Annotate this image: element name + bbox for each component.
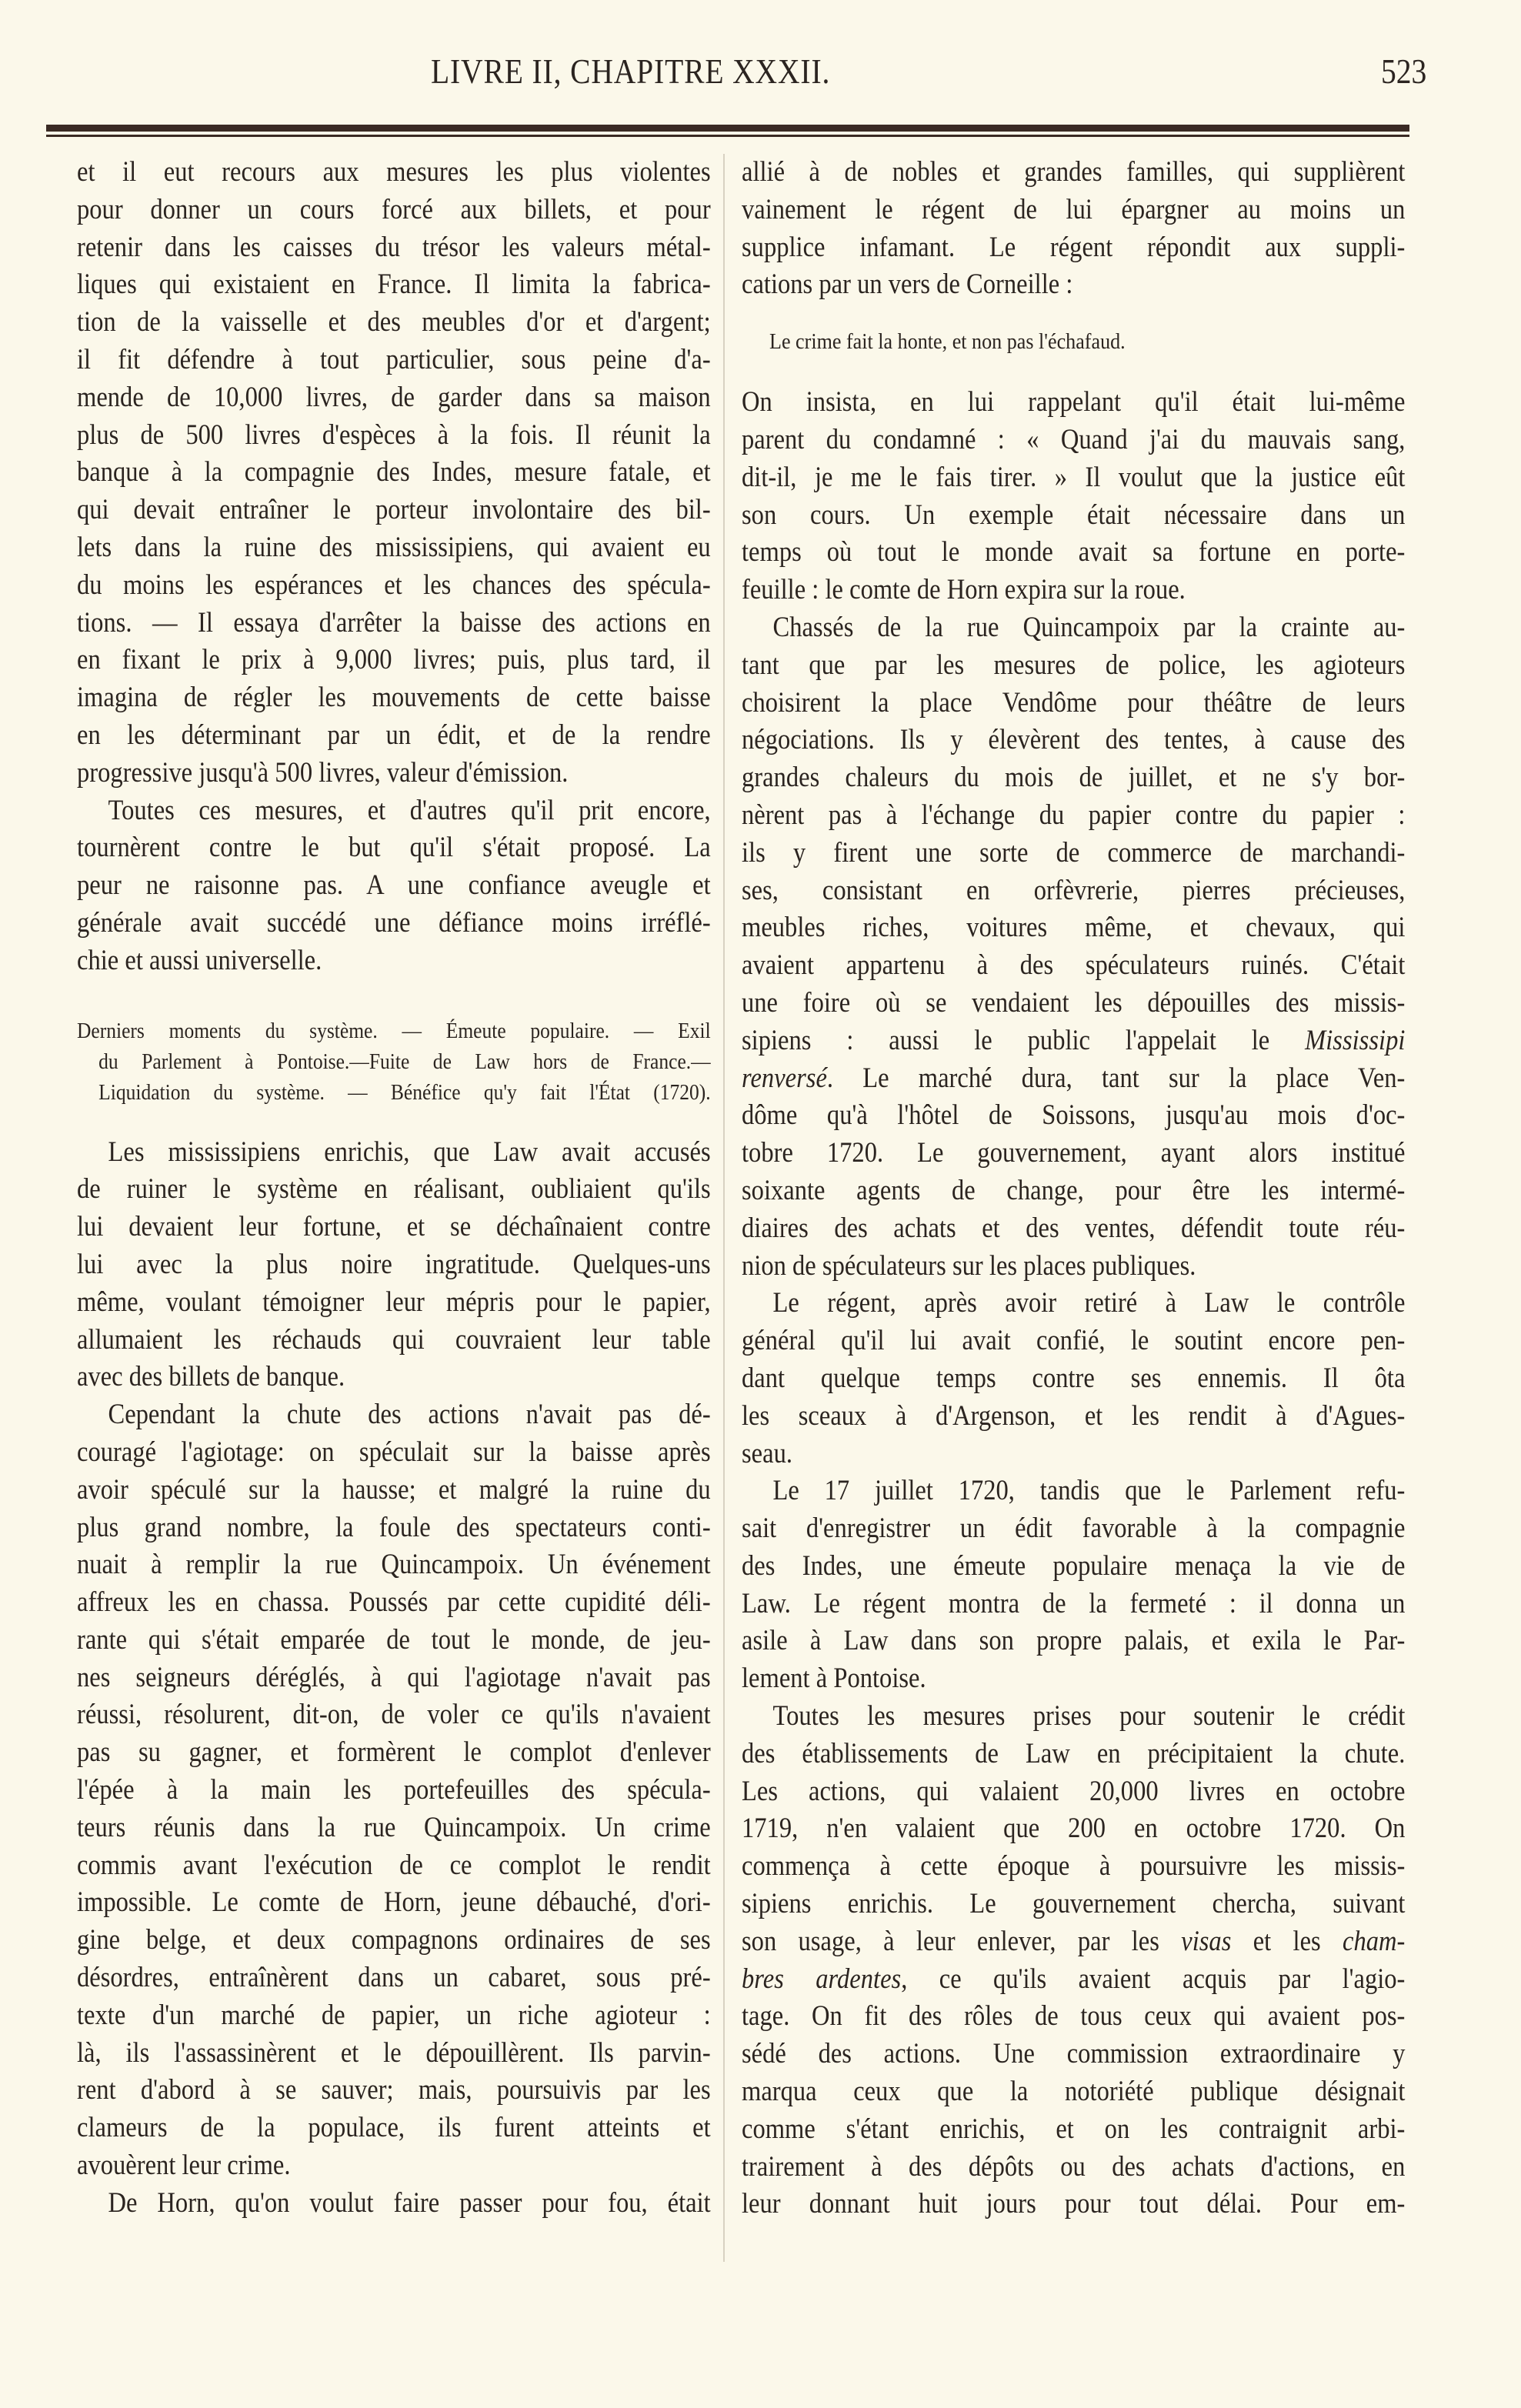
text-line: commença à cette époque à poursuivre les missis-	[742, 1850, 1406, 1883]
text-line: grandes chaleurs du mois de juillet, et ne s'y bor-	[742, 762, 1406, 794]
text-line: des Indes, une émeute populaire menaça la vie de	[742, 1549, 1406, 1582]
text-line: cations par un vers de Corneille :	[742, 268, 1073, 301]
text-line: tion de la vaisselle et des meubles d'or et d'argent;	[77, 306, 711, 339]
text-line: Les mississipiens enrichis, que Law avait accusés	[108, 1136, 711, 1168]
text-line: banque à la compagnie des Indes, mesure fatale, et	[77, 456, 711, 489]
text-line: sait d'enregistrer un édit favorable à la compagnie	[742, 1513, 1406, 1545]
text-line: plus de 500 livres d'espèces à la fois. Il réunit la	[77, 419, 711, 451]
text-line: leur donnant huit jours pour tout délai. Pour em-	[742, 2188, 1406, 2220]
paragraph	[77, 1396, 711, 2185]
text-line: en fixant le prix à 9,000 livres; puis, plus tard, il	[77, 644, 711, 676]
text-line: allié à de nobles et grandes familles, qui supplièrent	[742, 156, 1406, 188]
text-line: lement à Pontoise.	[742, 1663, 926, 1695]
text-line	[742, 1060, 1405, 1098]
text-line: comme s'étant enrichis, et on les contraignit arbi-	[742, 2113, 1406, 2145]
text-line: avouèrent leur crime.	[77, 2150, 291, 2182]
chapter-summary	[77, 1016, 711, 1108]
running-title: LIVRE II, CHAPITRE XXXII.	[431, 52, 831, 91]
text-segment: , ce qu'ils avaient acquis par l'agio-	[901, 1963, 1406, 1995]
text-line: dant quelque temps contre ses ennemis. Il ôta	[742, 1362, 1406, 1394]
text-line: l'épée à la main les portefeuilles des spécula-	[77, 1774, 711, 1806]
paragraph	[742, 1285, 1405, 1472]
text-line: tions. — Il essaya d'arrêter la baisse des actions en	[77, 606, 711, 639]
text-line: lui devaient leur fortune, et se déchaînaient contre	[77, 1211, 711, 1243]
italic-text: bres ardentes	[742, 1963, 902, 1995]
text-line: meubles riches, voitures même, et chevaux, qui	[742, 912, 1406, 944]
text-line: les sceaux à d'Argenson, et les rendit à d'Agues-	[742, 1399, 1406, 1432]
column-divider	[723, 154, 725, 2262]
paragraph	[77, 2185, 711, 2223]
text-line: nuait à remplir la rue Quincampoix. Un événement	[77, 1549, 711, 1581]
text-line: là, ils l'assassinèrent et le dépouillèrent. Ils parvin-	[77, 2036, 711, 2069]
italic-text: cham-	[1343, 1925, 1406, 1957]
text-line: rent d'abord à se sauver; mais, poursuivis par les	[77, 2074, 711, 2106]
text-line: plus grand nombre, la foule des spectateurs conti-	[77, 1511, 711, 1543]
text-line	[742, 1961, 1405, 1999]
rule-thick	[46, 125, 1409, 132]
text-line: Les actions, qui valaient 20,000 livres en octobre	[742, 1775, 1406, 1807]
text-line: De Horn, qu'on voulut faire passer pour fou, était	[108, 2186, 711, 2219]
text-line: progressive jusqu'à 500 livres, valeur d'émission.	[77, 756, 569, 789]
text-line: nion de spéculateurs sur les places publiques.	[742, 1249, 1196, 1282]
text-line: réussi, résolurent, dit-on, de voler ce qu'ils n'avaient	[77, 1699, 711, 1731]
text-line: impossible. Le comte de Horn, jeune débauché, d'ori-	[77, 1886, 711, 1919]
text-line: général qu'il lui avait confié, le soutint encore pen-	[742, 1325, 1406, 1357]
text-segment: . Le marché dura, tant sur la place Ven-	[826, 1062, 1406, 1094]
text-line: nes seigneurs déréglés, à qui l'agiotage n'avait pas	[77, 1661, 711, 1693]
text-segment: son usage, à leur enlever, par les	[742, 1925, 1182, 1957]
paragraph	[742, 384, 1405, 609]
text-line: sédé des actions. Une commission extraordinaire y	[742, 2038, 1406, 2070]
text-line: avec des billets de banque.	[77, 1361, 345, 1393]
text-line: et il eut recours aux mesures les plus violentes	[77, 156, 711, 188]
text-line: tournèrent contre le but qu'il s'était proposé. La	[77, 832, 711, 864]
text-line: marqua ceux que la notoriété publique désignait	[742, 2076, 1406, 2108]
text-line: sipiens enrichis. Le gouvernement chercha, suivant	[742, 1888, 1406, 1920]
text-line: seau.	[742, 1437, 792, 1469]
paragraph	[77, 154, 711, 792]
paragraph	[742, 154, 1405, 304]
right-column	[742, 154, 1405, 2223]
paragraph	[77, 792, 711, 980]
text-line: supplice infamant. Le régent répondit aux suppli-	[742, 231, 1406, 263]
header-double-rule	[46, 125, 1409, 137]
text-line: qui devait entraîner le porteur involontaire des bil-	[77, 494, 711, 526]
summary-line: Derniers moments du système. — Émeute populaire. — Exil	[77, 1018, 711, 1043]
text-line: ses, consistant en orfèvrerie, pierres précieuses,	[742, 874, 1406, 906]
text-line: soixante agents de change, pour être les intermé-	[742, 1174, 1406, 1206]
left-column	[77, 154, 711, 2223]
text-line: générale avait succédé une défiance moins irréflé-	[77, 906, 711, 939]
text-line: lui avec la plus noire ingratitude. Quelques-uns	[77, 1248, 711, 1280]
text-line: On insista, en lui rappelant qu'il était lui-même	[742, 386, 1406, 419]
paragraph	[742, 609, 1405, 1285]
italic-text: renversé	[742, 1062, 827, 1094]
paragraph	[77, 1134, 711, 1397]
text-line: pas su gagner, et formèrent le complot d'enlever	[77, 1736, 711, 1769]
text-line: même, voulant témoigner leur mépris pour le papier,	[77, 1286, 711, 1318]
text-line: trairement à des dépôts ou des achats d'actions, en	[742, 2150, 1406, 2183]
text-line: avoir spéculé sur la hausse; et malgré la ruine du	[77, 1473, 711, 1506]
text-line: teurs réunis dans la rue Quincampoix. Un crime	[77, 1811, 711, 1843]
text-line: négociations. Ils y élevèrent des tentes, à cause des	[742, 724, 1406, 756]
text-line: dit-il, je me le fais tirer. » Il voulut que la justice eût	[742, 461, 1406, 493]
text-line: tobre 1720. Le gouvernement, ayant alors institué	[742, 1137, 1406, 1169]
text-line: asile à Law dans son propre palais, et exila le Par-	[742, 1625, 1406, 1657]
text-line: Cependant la chute des actions n'avait pas dé-	[108, 1399, 711, 1431]
text-line: liques qui existaient en France. Il limita la fabrica-	[77, 268, 711, 301]
text-line: texte d'un marché de papier, un riche agioteur :	[77, 1999, 711, 2031]
text-line	[742, 1022, 1405, 1060]
summary-line: Liquidation du système. — Bénéfice qu'y fait l'État (1720).	[98, 1079, 711, 1105]
running-header	[0, 51, 1521, 97]
text-line: chie et aussi universelle.	[77, 944, 322, 976]
text-line: peur ne raisonne pas. A une confiance aveugle et	[77, 869, 711, 902]
text-line: Le 17 juillet 1720, tandis que le Parlement refu-	[772, 1475, 1406, 1507]
text-line: son cours. Un exemple était nécessaire dans un	[742, 499, 1406, 531]
paragraph	[742, 1472, 1405, 1698]
text-line: ils y firent une sorte de commerce de marchandi-	[742, 836, 1406, 869]
text-line: tant que par les mesures de police, les agioteurs	[742, 649, 1406, 681]
verse-quote: Le crime fait la honte, et non pas l'échafaud.	[769, 329, 1126, 355]
italic-text: Mississipi	[1305, 1024, 1406, 1056]
text-line: mende de 10,000 livres, de garder dans sa maison	[77, 381, 711, 413]
text-line: 1719, n'en valaient que 200 en octobre 1720. On	[742, 1813, 1406, 1845]
text-line: nèrent pas à l'échange du papier contre du papier :	[742, 799, 1406, 831]
text-line: diaires des achats et des ventes, défendit toute réu-	[742, 1212, 1406, 1244]
text-line: une foire où se vendaient les dépouilles des missis-	[742, 986, 1406, 1019]
text-line: imagina de régler les mouvements de cette baisse	[77, 682, 711, 714]
text-line: rante qui s'était emparée de tout le monde, de jeu-	[77, 1623, 711, 1656]
italic-text: visas	[1181, 1925, 1232, 1957]
text-line: lets dans la ruine des mississipiens, qui avaient eu	[77, 531, 711, 563]
text-line: vainement le régent de lui épargner au moins un	[742, 193, 1406, 225]
text-line: gine belge, et deux compagnons ordinaires de ses	[77, 1924, 711, 1956]
text-line: affreux les en chassa. Poussés par cette cupidité déli-	[77, 1586, 711, 1619]
text-line: dôme qu'à l'hôtel de Soissons, jusqu'au mois d'oc-	[742, 1099, 1406, 1132]
text-line: choisirent la place Vendôme pour théâtre de leurs	[742, 686, 1406, 719]
text-line: tage. On fit des rôles de tous ceux qui avaient pos-	[742, 2000, 1406, 2033]
text-line: retenir dans les caisses du trésor les valeurs métal-	[77, 231, 711, 263]
text-line	[742, 1923, 1405, 1961]
text-line: en les déterminant par un édit, et de la rendre	[77, 719, 711, 751]
text-line: avaient appartenu à des spéculateurs ruinés. C'était	[742, 949, 1406, 982]
summary-line: du Parlement à Pontoise.—Fuite de Law hors de France.—	[98, 1049, 711, 1074]
text-line: parent du condamné : « Quand j'ai du mauvais sang,	[742, 423, 1406, 455]
text-line: feuille : le comte de Horn expira sur la roue.	[742, 574, 1186, 606]
text-line: commis avant l'exécution de ce complot le rendit	[77, 1849, 711, 1881]
text-line: Chassés de la rue Quincampoix par la crainte au-	[772, 611, 1406, 643]
text-line: il fit défendre à tout particulier, sous peine d'a-	[77, 343, 711, 375]
text-line: Toutes ces mesures, et d'autres qu'il prit encore,	[108, 794, 711, 826]
text-line: de ruiner le système en réalisant, oubliaient qu'ils	[77, 1173, 711, 1206]
text-segment: sipiens : aussi le public l'appelait le	[742, 1024, 1306, 1056]
text-line: pour donner un cours forcé aux billets, et pour	[77, 193, 711, 225]
text-line: allumaient les réchauds qui couvraient leur table	[77, 1323, 711, 1356]
page-number: 523	[1381, 52, 1427, 91]
text-line: couragé l'agiotage: on spéculait sur la baisse après	[77, 1436, 711, 1468]
rule-thin	[46, 135, 1409, 137]
text-line: temps où tout le monde avait sa fortune en porte-	[742, 536, 1406, 569]
text-line: Law. Le régent montra de la fermeté : il donna un	[742, 1587, 1406, 1619]
text-line: Le régent, après avoir retiré à Law le contrôle	[772, 1287, 1406, 1319]
text-line: désordres, entraînèrent dans un cabaret, sous pré-	[77, 1962, 711, 1994]
text-segment: et les	[1231, 1925, 1343, 1957]
paragraph	[742, 1698, 1405, 2223]
text-line: des établissements de Law en précipitaient la chute.	[742, 1737, 1406, 1769]
text-line: Toutes les mesures prises pour soutenir le crédit	[772, 1700, 1406, 1733]
text-line: du moins les espérances et les chances des spécula-	[77, 569, 711, 601]
text-line: clameurs de la populace, ils furent atteints et	[77, 2112, 711, 2144]
